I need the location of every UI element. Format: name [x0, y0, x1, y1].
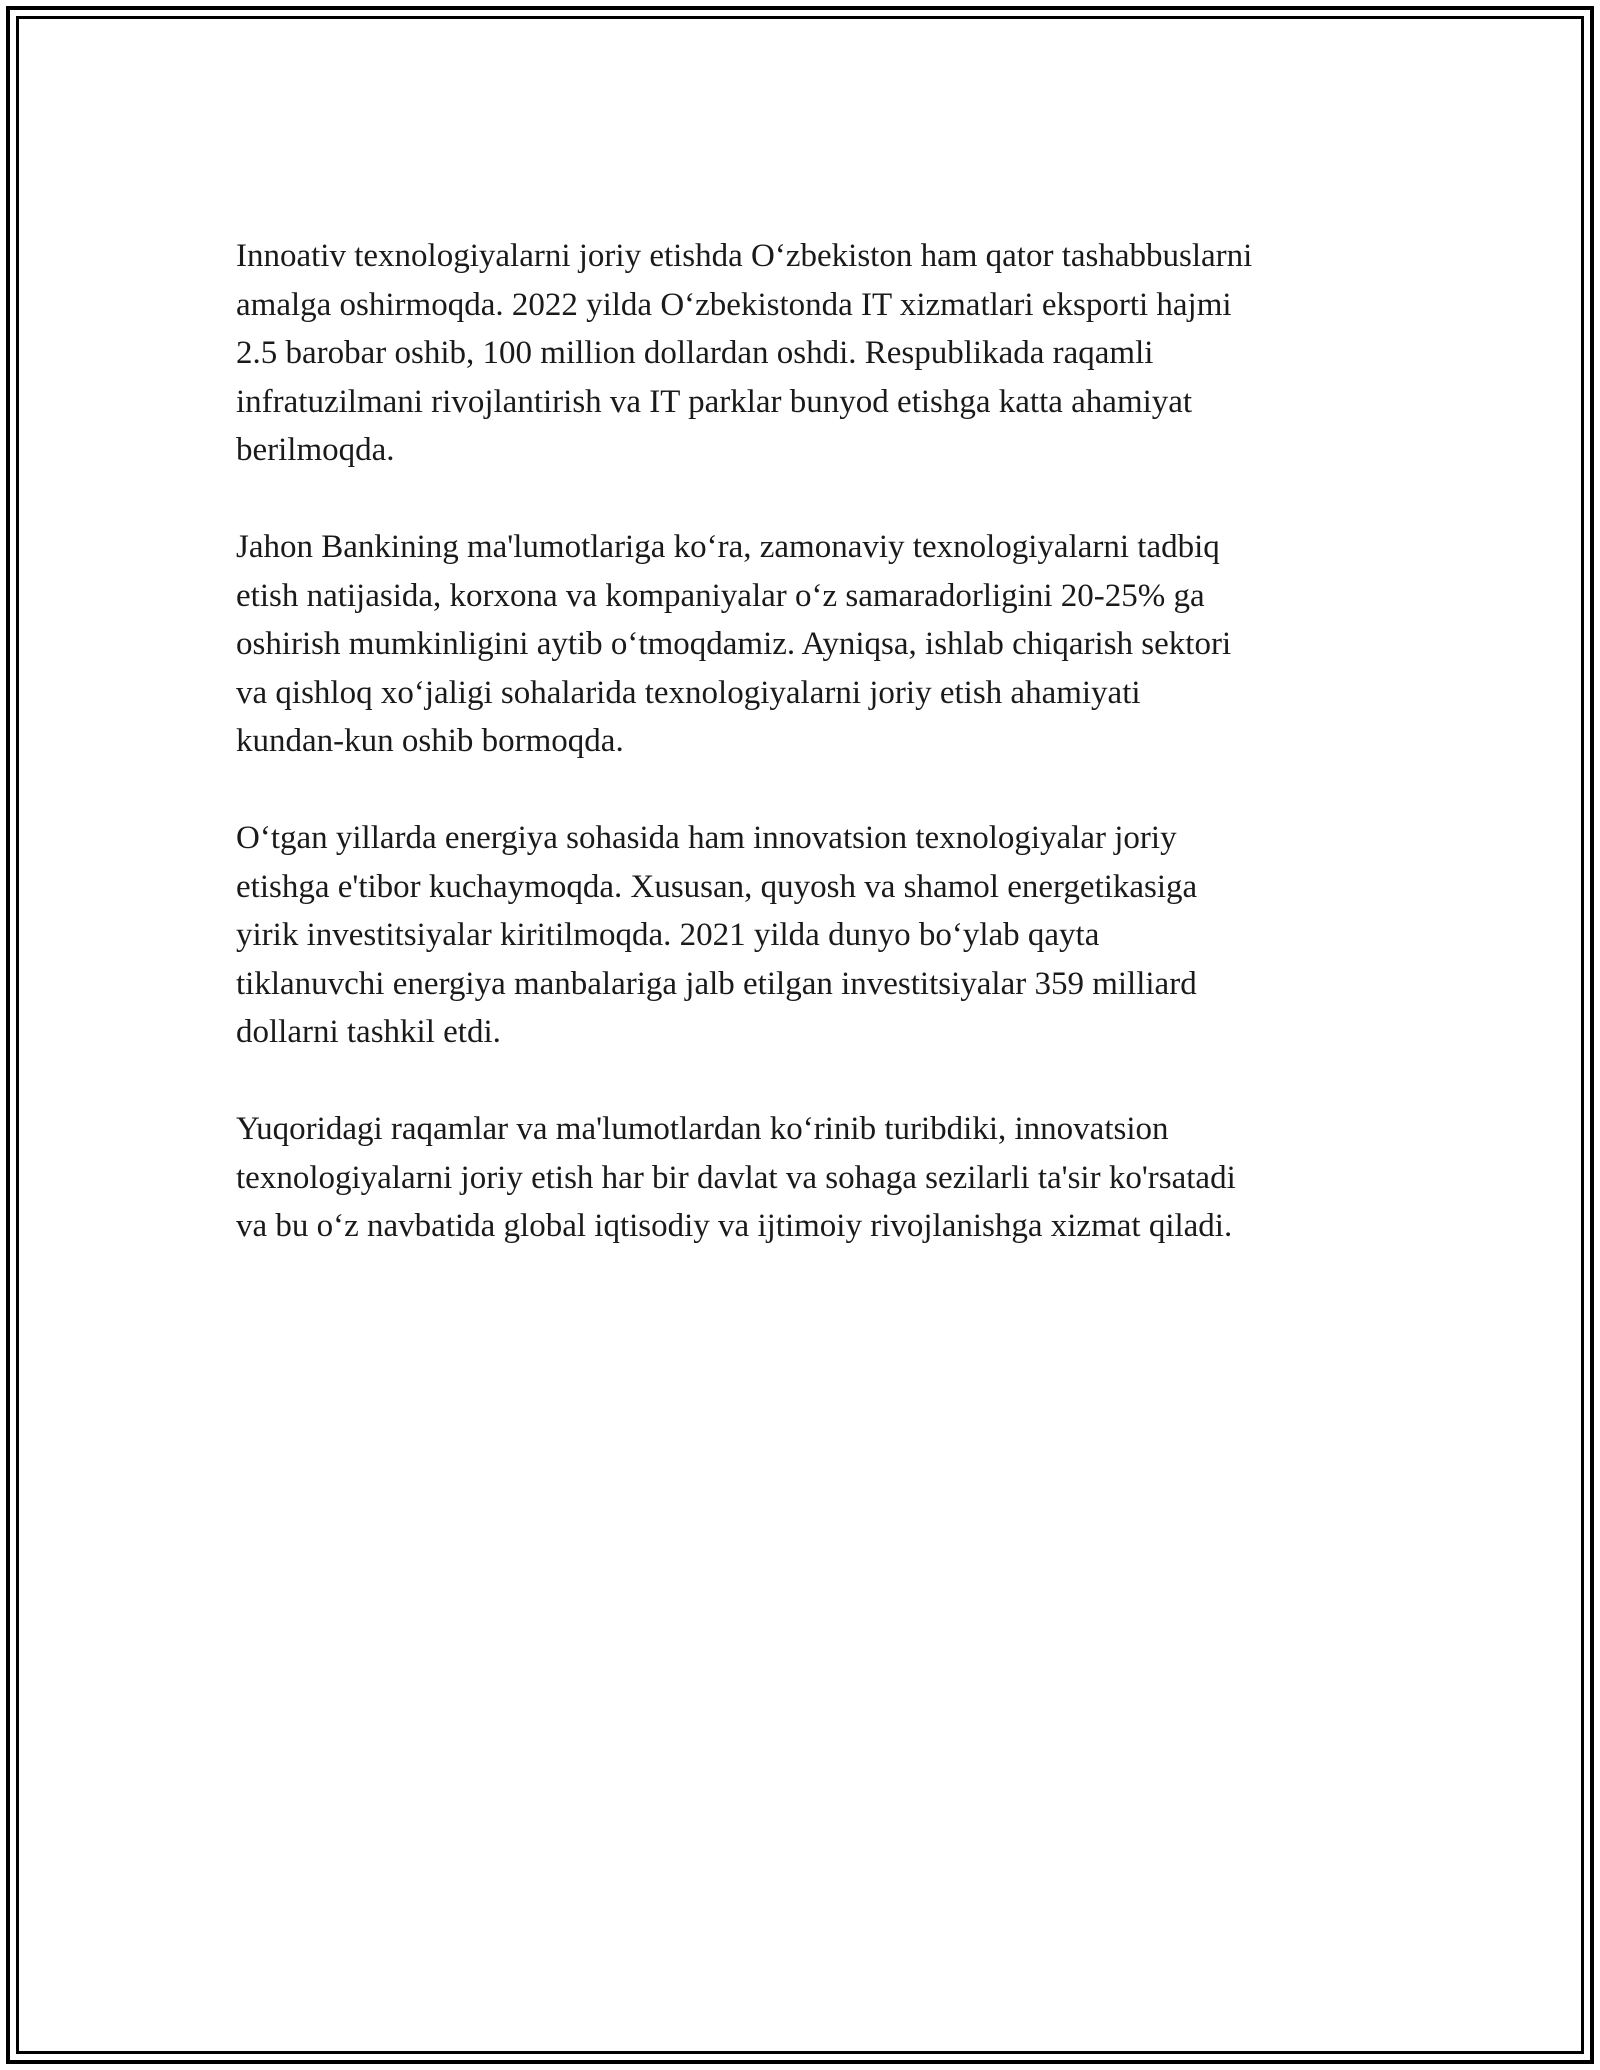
text-line: berilmoqda.	[236, 432, 395, 468]
text-line: va bu o‘z navbatida global iqtisodiy va ijtimoiy rivojlanishga xizmat qiladi.	[236, 1208, 1233, 1244]
text-line: kundan-kun oshib bormoqda.	[236, 723, 624, 759]
text-line: va qishloq xo‘jaligi sohalarida texnologiyalarni joriy etish ahamiyati	[236, 674, 1141, 711]
text-line: oshirish mumkinligini aytib o‘tmoqdamiz. Ayniqsa, ishlab chiqarish sektori	[236, 626, 1232, 662]
text-line: dollarni tashkil etdi.	[236, 1014, 501, 1050]
document-body	[236, 232, 1376, 1299]
paragraph-world-bank	[236, 523, 1376, 766]
paragraph-it-exports	[236, 232, 1376, 475]
paragraph-conclusion	[236, 1105, 1376, 1251]
text-line: Yuqoridagi raqamlar va ma'lumotlardan ko‘rinib turibdiki, innovatsion	[236, 1111, 1169, 1147]
text-line: amalga oshirmoqda. 2022 yilda O‘zbekistonda IT xizmatlari eksporti hajmi	[236, 286, 1232, 323]
text-line: etish natijasida, korxona va kompaniyalar o‘z samaradorligini 20-25% ga	[236, 577, 1205, 614]
text-line: texnologiyalarni joriy etish har bir davlat va sohaga sezilarli ta'sir ko'rsatadi	[236, 1159, 1236, 1196]
text-line: infratuzilmani rivojlantirish va IT parklar bunyod etishga katta ahamiyat	[236, 383, 1193, 420]
text-line: Innoativ texnologiyalarni joriy etishda O‘zbekiston ham qator tashabbuslarni	[236, 238, 1253, 274]
paragraph-energy	[236, 814, 1376, 1057]
text-line: 2.5 barobar oshib, 100 million dollardan oshdi. Respublikada raqamli	[236, 335, 1154, 371]
text-line: O‘tgan yillarda energiya sohasida ham innovatsion texnologiyalar joriy	[236, 820, 1177, 856]
text-line: etishga e'tibor kuchaymoqda. Xususan, quyosh va shamol energetikasiga	[236, 868, 1198, 905]
text-line: yirik investitsiyalar kiritilmoqda. 2021 yilda dunyo bo‘ylab qayta	[236, 917, 1100, 953]
text-line: Jahon Bankining ma'lumotlariga ko‘ra, zamonaviy texnologiyalarni tadbiq	[236, 529, 1220, 565]
text-line: tiklanuvchi energiya manbalariga jalb etilgan investitsiyalar 359 milliard	[236, 965, 1197, 1002]
